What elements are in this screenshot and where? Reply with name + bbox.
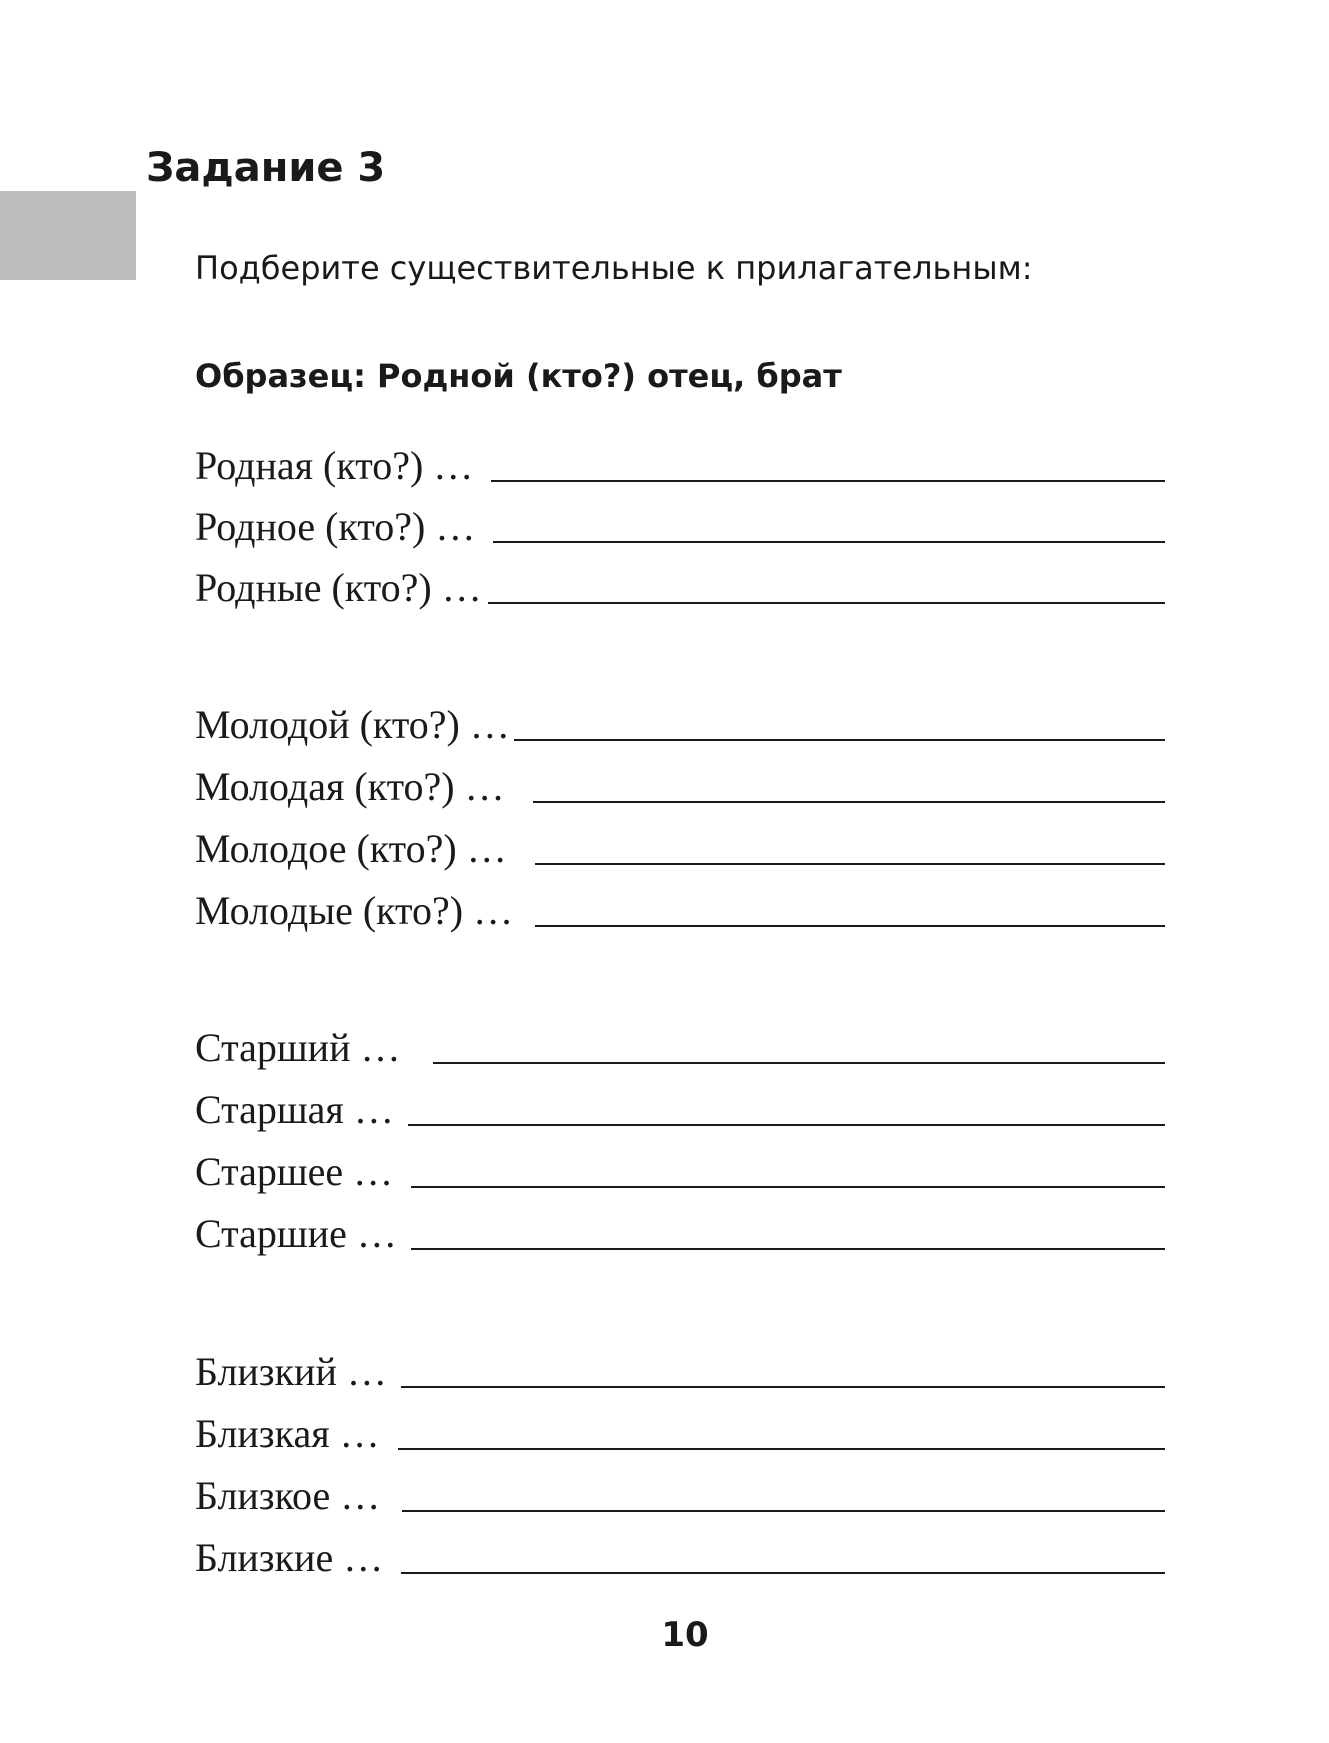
answer-line[interactable] — [491, 480, 1165, 482]
adjective-label: Старшее … — [195, 1149, 394, 1194]
answer-row — [195, 563, 1165, 613]
answer-line[interactable] — [535, 925, 1165, 927]
adjective-label: Близкая … — [195, 1411, 380, 1456]
answer-row — [195, 700, 1165, 750]
adjective-label: Родные (кто?) … — [195, 565, 482, 610]
answer-line[interactable] — [411, 1186, 1165, 1188]
answer-line[interactable] — [401, 1572, 1165, 1574]
answer-row — [195, 1209, 1165, 1259]
answer-row — [195, 762, 1165, 812]
answer-row — [195, 1347, 1165, 1397]
example-line: Образец: Родной (кто?) отец, брат — [195, 357, 842, 395]
answer-line[interactable] — [488, 602, 1165, 604]
answer-row — [195, 1409, 1165, 1459]
answer-line[interactable] — [401, 1386, 1165, 1388]
adjective-label: Близкий … — [195, 1349, 387, 1394]
answer-line[interactable] — [514, 739, 1165, 741]
answer-line[interactable] — [408, 1124, 1165, 1126]
answer-line[interactable] — [402, 1510, 1165, 1512]
answer-row — [195, 824, 1165, 874]
answer-line[interactable] — [411, 1248, 1165, 1250]
adjective-label: Старший … — [195, 1025, 401, 1070]
adjective-label: Старшая … — [195, 1087, 394, 1132]
answer-line[interactable] — [533, 801, 1165, 803]
answer-row — [195, 502, 1165, 552]
adjective-label: Молодая (кто?) … — [195, 764, 505, 809]
answer-line[interactable] — [433, 1062, 1166, 1064]
answer-line[interactable] — [493, 541, 1165, 543]
side-tab-marker — [0, 191, 136, 280]
adjective-label: Молодые (кто?) … — [195, 888, 514, 933]
answer-line[interactable] — [535, 863, 1165, 865]
answer-row — [195, 1147, 1165, 1197]
answer-row — [195, 1471, 1165, 1521]
adjective-label: Родное (кто?) … — [195, 504, 476, 549]
answer-row — [195, 1533, 1165, 1583]
adjective-label: Родная (кто?) … — [195, 443, 474, 488]
adjective-label: Близкое … — [195, 1473, 381, 1518]
answer-row — [195, 886, 1165, 936]
answer-row — [195, 441, 1165, 491]
adjective-label: Молодой (кто?) … — [195, 702, 510, 747]
task-instruction: Подберите существительные к прилагательным: — [195, 249, 1033, 287]
page-number: 10 — [661, 1615, 709, 1655]
adjective-label: Близкие … — [195, 1535, 384, 1580]
adjective-label: Молодое (кто?) … — [195, 826, 507, 871]
answer-line[interactable] — [398, 1448, 1165, 1450]
answer-row — [195, 1085, 1165, 1135]
adjective-label: Старшие … — [195, 1211, 397, 1256]
answer-row — [195, 1023, 1165, 1073]
task-title: Задание 3 — [146, 145, 386, 191]
